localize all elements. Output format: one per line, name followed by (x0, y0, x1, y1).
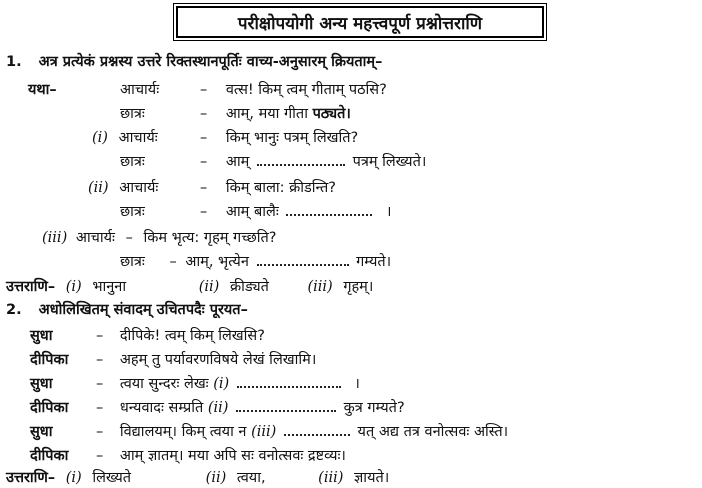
page-title (176, 6, 544, 38)
speaker: आचार्यः (120, 82, 160, 98)
dash: – (200, 154, 208, 170)
speaker: छात्रः (120, 254, 145, 270)
q2-answers (6, 468, 389, 488)
answer-marker: (iii) (307, 279, 333, 295)
q1-row (42, 228, 276, 248)
answer-marker: (i) (65, 279, 82, 295)
marker: (iii) (42, 230, 68, 246)
q1-row (120, 252, 391, 272)
q1-heading (6, 52, 382, 72)
answer-text: त्वया, (236, 470, 266, 486)
speaker: आचार्यः (75, 230, 115, 246)
line-text: त्वया सुन्दरः लेखः (119, 376, 209, 392)
q2-row-line (96, 326, 265, 346)
blank-dots (237, 376, 341, 388)
q2-speaker: दीपिका (30, 352, 69, 368)
line-text: आम् बालैः (225, 204, 279, 220)
line-text: दीपिके! त्वम् किम् लिखसि? (119, 328, 265, 344)
line-text-post: कुत्र गम्यते? (343, 400, 405, 416)
blank-marker: (ii) (207, 400, 229, 416)
answer-text: गृहम्। (343, 279, 374, 295)
q1-row (120, 104, 145, 124)
answer-marker: (ii) (205, 470, 227, 486)
answer-marker: (iii) (318, 470, 344, 486)
blank-dots (257, 154, 345, 166)
q1-row-line (200, 202, 391, 222)
line-text: विद्यालयम्। किम् त्वया न (119, 424, 247, 440)
q1-row-line (200, 104, 351, 124)
q1-row (120, 80, 159, 100)
q1-row-line (200, 152, 426, 172)
line-text: किम भृत्य: गृहम् गच्छति? (143, 230, 277, 246)
speaker: छात्रः (120, 154, 145, 170)
line-text-post: पत्रम् लिख्यते। (352, 154, 427, 170)
line-text: आम्, भृत्येन (185, 254, 249, 270)
speaker: आचार्यः (119, 180, 159, 196)
answer-text: भानुना (92, 279, 127, 295)
dash: – (200, 204, 208, 220)
line-text: वत्स! किम् त्वम् गीताम् पठसि? (225, 82, 387, 98)
blank-dots (257, 254, 349, 266)
q2-row-line (96, 374, 360, 394)
answer-text: क्रीड्यते (229, 279, 269, 295)
q2-speaker: दीपिका (30, 400, 69, 416)
page-title-text: परीक्षोपयोगी अन्य महत्त्वपूर्ण प्रश्नोत्तराणि (237, 13, 483, 34)
dash: – (125, 230, 133, 246)
dash: – (200, 180, 208, 196)
answer-text: ज्ञायते। (354, 470, 390, 486)
q1-row (120, 202, 145, 222)
dash: – (200, 130, 208, 146)
q2-speaker: दीपिका (30, 448, 69, 464)
q2-row-line (96, 350, 316, 370)
dash: – (200, 82, 208, 98)
q2-number: 2. (6, 302, 22, 318)
line-text: किम् भानुः पत्रम् लिखति? (225, 130, 359, 146)
line-text: आम् ज्ञातम्। मया अपि सः वनोत्सवः द्रष्टव्यः। (119, 448, 346, 464)
q2-speaker: सुधा (30, 376, 53, 392)
blank-marker: (i) (213, 376, 230, 392)
q2-speaker: सुधा (30, 424, 53, 440)
bold-answer: पठ्यते। (312, 106, 351, 122)
line-text-post: । (385, 204, 392, 220)
answer-text: लिख्यते (92, 470, 132, 486)
blank-dots (284, 424, 350, 436)
dash: – (96, 400, 104, 416)
q1-instruction: अत्र प्रत्येकं प्रश्नस्य उत्तरे रिक्तस्थानपूर्तिः वाच्य-अनुसारम् क्रियताम्– (38, 54, 383, 70)
answers-label: उत्तराणि– (6, 279, 56, 295)
example-label: यथा– (28, 82, 57, 98)
q1-answers (6, 277, 373, 297)
line-text: धन्यवादः सम्प्रति (119, 400, 204, 416)
marker: (i) (92, 130, 108, 146)
marker: (ii) (88, 180, 109, 196)
speaker: आचार्यः (118, 130, 158, 146)
blank-dots (286, 204, 372, 216)
line-text: किम् बाला: क्रीडन्ति? (225, 180, 336, 196)
dash: – (96, 352, 104, 368)
q1-row (88, 178, 158, 198)
q1-row-line (200, 178, 336, 198)
line-text: अहम् तु पर्यावरणविषये लेखं लिखामि। (119, 352, 317, 368)
line-text: आम् (225, 154, 250, 170)
q1-row-line (200, 128, 358, 148)
q1-row (120, 152, 145, 172)
q2-instruction: अधोलिखितम् संवादम् उचितपदैः पूरयत– (38, 302, 248, 318)
dash: – (96, 328, 104, 344)
blank-marker: (iii) (251, 424, 277, 440)
answer-marker: (ii) (198, 279, 220, 295)
dash: – (96, 448, 104, 464)
blank-dots (236, 400, 336, 412)
line-text-post: । (354, 376, 360, 392)
dash: – (169, 254, 177, 270)
q1-number: 1. (6, 54, 22, 70)
dash: – (96, 376, 104, 392)
q2-row-line (96, 446, 346, 466)
q1-row (92, 128, 158, 148)
line-text-post: गम्यते। (356, 254, 392, 270)
q2-row-line (96, 398, 405, 418)
q1-row-line (200, 80, 387, 100)
line-text: आम्, मया गीता (225, 106, 308, 122)
q2-heading (6, 300, 248, 320)
q2-speaker: सुधा (30, 328, 53, 344)
dash: – (96, 424, 104, 440)
dash: – (200, 106, 208, 122)
q2-row-line (96, 422, 508, 442)
speaker: छात्रः (120, 204, 145, 220)
answer-marker: (i) (65, 470, 82, 486)
answers-label: उत्तराणि– (6, 470, 56, 486)
line-text-post: यत् अद्य तत्र वनोत्सवः अस्ति। (357, 424, 509, 440)
speaker: छात्रः (120, 106, 145, 122)
